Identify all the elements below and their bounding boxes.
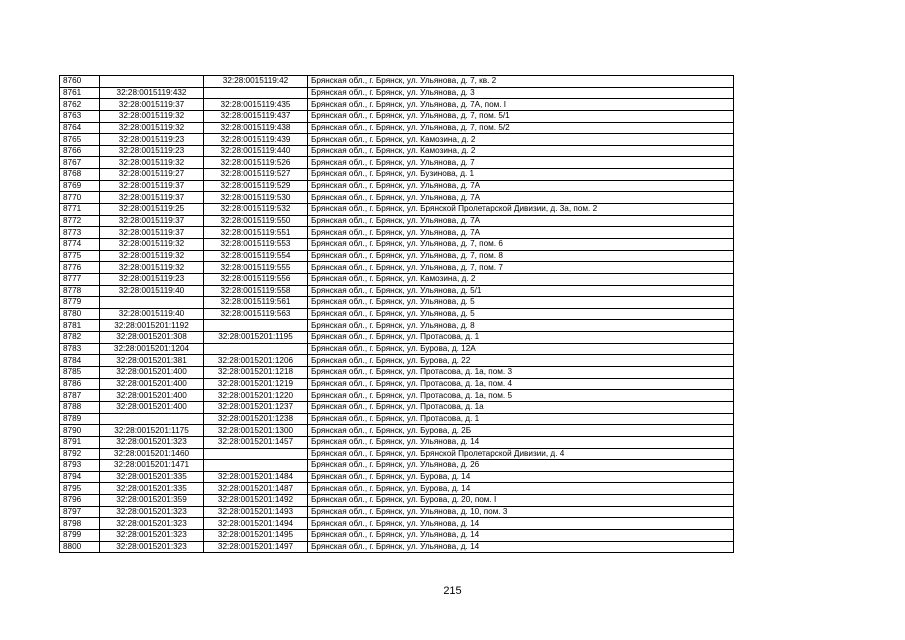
row-number-cell: 8764 (60, 122, 100, 134)
object-cadastral-number-cell: 32:28:0015201:1238 (204, 413, 308, 425)
land-cadastral-number-cell: 32:28:0015119:23 (100, 145, 204, 157)
object-cadastral-number-cell: 32:28:0015119:532 (204, 204, 308, 216)
address-cell: Брянская обл., г. Брянск, ул. Протасова, д. 1а, пом. 3 (308, 367, 734, 379)
row-number-cell: 8796 (60, 495, 100, 507)
land-cadastral-number-cell (100, 413, 204, 425)
row-number-cell: 8774 (60, 238, 100, 250)
object-cadastral-number-cell: 32:28:0015201:1300 (204, 425, 308, 437)
table-row (60, 227, 734, 239)
object-cadastral-number-cell: 32:28:0015119:554 (204, 250, 308, 262)
table-row (60, 413, 734, 425)
row-number-cell: 8761 (60, 87, 100, 99)
row-number-cell: 8797 (60, 506, 100, 518)
object-cadastral-number-cell: 32:28:0015201:1484 (204, 471, 308, 483)
object-cadastral-number-cell: 32:28:0015119:561 (204, 297, 308, 309)
land-cadastral-number-cell: 32:28:0015119:27 (100, 169, 204, 181)
address-cell: Брянская обл., г. Брянск, ул. Ульянова, д. 5 (308, 297, 734, 309)
land-cadastral-number-cell: 32:28:0015119:37 (100, 227, 204, 239)
table-row (60, 460, 734, 472)
object-cadastral-number-cell: 32:28:0015201:1497 (204, 541, 308, 553)
land-cadastral-number-cell: 32:28:0015201:335 (100, 471, 204, 483)
row-number-cell: 8775 (60, 250, 100, 262)
row-number-cell: 8779 (60, 297, 100, 309)
object-cadastral-number-cell: 32:28:0015119:439 (204, 134, 308, 146)
row-number-cell: 8778 (60, 285, 100, 297)
object-cadastral-number-cell (204, 87, 308, 99)
land-cadastral-number-cell: 32:28:0015201:323 (100, 541, 204, 553)
address-cell: Брянская обл., г. Брянск, ул. Ульянова, д. 7А (308, 227, 734, 239)
land-cadastral-number-cell: 32:28:0015201:381 (100, 355, 204, 367)
row-number-cell: 8787 (60, 390, 100, 402)
table-row (60, 495, 734, 507)
address-cell: Брянская обл., г. Брянск, ул. Протасова, д. 1 (308, 332, 734, 344)
row-number-cell: 8772 (60, 215, 100, 227)
row-number-cell: 8789 (60, 413, 100, 425)
row-number-cell: 8792 (60, 448, 100, 460)
object-cadastral-number-cell: 32:28:0015201:1494 (204, 518, 308, 530)
row-number-cell: 8760 (60, 76, 100, 88)
land-cadastral-number-cell: 32:28:0015119:40 (100, 285, 204, 297)
address-cell: Брянская обл., г. Брянск, ул. Ульянова, д. 7, пом. 8 (308, 250, 734, 262)
object-cadastral-number-cell: 32:28:0015119:437 (204, 110, 308, 122)
address-cell: Брянская обл., г. Брянск, ул. Ульянова, д. 7, пом. 6 (308, 238, 734, 250)
object-cadastral-number-cell: 32:28:0015119:558 (204, 285, 308, 297)
table-row (60, 134, 734, 146)
table-row (60, 87, 734, 99)
object-cadastral-number-cell: 32:28:0015119:440 (204, 145, 308, 157)
object-cadastral-number-cell: 32:28:0015119:563 (204, 308, 308, 320)
row-number-cell: 8769 (60, 180, 100, 192)
table-row (60, 204, 734, 216)
address-cell: Брянская обл., г. Брянск, ул. Ульянова, д. 8 (308, 320, 734, 332)
table-row (60, 145, 734, 157)
land-cadastral-number-cell: 32:28:0015119:32 (100, 110, 204, 122)
row-number-cell: 8793 (60, 460, 100, 472)
land-cadastral-number-cell: 32:28:0015201:400 (100, 378, 204, 390)
table-row (60, 401, 734, 413)
address-cell: Брянская обл., г. Брянск, ул. Ульянова, д. 14 (308, 529, 734, 541)
address-cell: Брянская обл., г. Брянск, ул. Ульянова, д. 5 (308, 308, 734, 320)
row-number-cell: 8776 (60, 262, 100, 274)
land-cadastral-number-cell: 32:28:0015201:1204 (100, 343, 204, 355)
land-cadastral-number-cell: 32:28:0015201:400 (100, 390, 204, 402)
address-cell: Брянская обл., г. Брянск, ул. Бурова, д. 22 (308, 355, 734, 367)
address-cell: Брянская обл., г. Брянск, ул. Ульянова, д. 7, пом. 5/1 (308, 110, 734, 122)
address-cell: Брянская обл., г. Брянск, ул. Ульянова, д. 14 (308, 518, 734, 530)
land-cadastral-number-cell: 32:28:0015119:40 (100, 308, 204, 320)
address-cell: Брянская обл., г. Брянск, ул. Ульянова, д. 7А, пом. I (308, 99, 734, 111)
row-number-cell: 8762 (60, 99, 100, 111)
table-row (60, 308, 734, 320)
object-cadastral-number-cell: 32:28:0015201:1195 (204, 332, 308, 344)
table-row (60, 157, 734, 169)
object-cadastral-number-cell: 32:28:0015119:527 (204, 169, 308, 181)
address-cell: Брянская обл., г. Брянск, ул. Бурова, д. 12А (308, 343, 734, 355)
address-cell: Брянская обл., г. Брянск, ул. Ульянова, д. 7, пом. 7 (308, 262, 734, 274)
address-cell: Брянская обл., г. Брянск, ул. Камозина, д. 2 (308, 145, 734, 157)
row-number-cell: 8767 (60, 157, 100, 169)
row-number-cell: 8782 (60, 332, 100, 344)
row-number-cell: 8766 (60, 145, 100, 157)
object-cadastral-number-cell: 32:28:0015119:435 (204, 99, 308, 111)
page-number: 215 (443, 585, 462, 597)
table-row (60, 110, 734, 122)
address-cell: Брянская обл., г. Брянск, ул. Протасова, д. 1 (308, 413, 734, 425)
table-row (60, 76, 734, 88)
table-row (60, 541, 734, 553)
address-cell: Брянская обл., г. Брянск, ул. Ульянова, д. 3 (308, 87, 734, 99)
land-cadastral-number-cell: 32:28:0015119:23 (100, 134, 204, 146)
row-number-cell: 8786 (60, 378, 100, 390)
address-cell: Брянская обл., г. Брянск, ул. Камозина, д. 2 (308, 273, 734, 285)
row-number-cell: 8791 (60, 436, 100, 448)
row-number-cell: 8773 (60, 227, 100, 239)
object-cadastral-number-cell: 32:28:0015201:1495 (204, 529, 308, 541)
row-number-cell: 8763 (60, 110, 100, 122)
row-number-cell: 8795 (60, 483, 100, 495)
land-cadastral-number-cell: 32:28:0015201:400 (100, 367, 204, 379)
land-cadastral-number-cell: 32:28:0015119:32 (100, 250, 204, 262)
table-row (60, 390, 734, 402)
land-cadastral-number-cell: 32:28:0015201:323 (100, 518, 204, 530)
object-cadastral-number-cell: 32:28:0015201:1487 (204, 483, 308, 495)
object-cadastral-number-cell (204, 448, 308, 460)
row-number-cell: 8771 (60, 204, 100, 216)
table-row (60, 238, 734, 250)
land-cadastral-number-cell: 32:28:0015119:32 (100, 238, 204, 250)
address-cell: Брянская обл., г. Брянск, ул. Бурова, д. 14 (308, 471, 734, 483)
table-row (60, 518, 734, 530)
address-cell: Брянская обл., г. Брянск, ул. Ульянова, д. 26 (308, 460, 734, 472)
object-cadastral-number-cell (204, 460, 308, 472)
land-cadastral-number-cell (100, 76, 204, 88)
table-row (60, 215, 734, 227)
object-cadastral-number-cell: 32:28:0015201:1457 (204, 436, 308, 448)
address-cell: Брянская обл., г. Брянск, ул. Ульянова, д. 5/1 (308, 285, 734, 297)
object-cadastral-number-cell (204, 320, 308, 332)
table-row (60, 506, 734, 518)
table-row (60, 99, 734, 111)
land-cadastral-number-cell: 32:28:0015119:25 (100, 204, 204, 216)
land-cadastral-number-cell: 32:28:0015201:323 (100, 506, 204, 518)
land-cadastral-number-cell: 32:28:0015201:359 (100, 495, 204, 507)
address-cell: Брянская обл., г. Брянск, ул. Ульянова, д. 7 (308, 157, 734, 169)
table-row (60, 448, 734, 460)
address-cell: Брянская обл., г. Брянск, ул. Ульянова, д. 10, пом. 3 (308, 506, 734, 518)
row-number-cell: 8770 (60, 192, 100, 204)
land-cadastral-number-cell: 32:28:0015119:23 (100, 273, 204, 285)
row-number-cell: 8765 (60, 134, 100, 146)
row-number-cell: 8788 (60, 401, 100, 413)
table-row (60, 378, 734, 390)
table-row (60, 332, 734, 344)
object-cadastral-number-cell: 32:28:0015119:529 (204, 180, 308, 192)
table-row (60, 180, 734, 192)
object-cadastral-number-cell: 32:28:0015201:1493 (204, 506, 308, 518)
row-number-cell: 8780 (60, 308, 100, 320)
address-cell: Брянская обл., г. Брянск, ул. Бурова, д. 2Б (308, 425, 734, 437)
table-row (60, 122, 734, 134)
row-number-cell: 8800 (60, 541, 100, 553)
object-cadastral-number-cell: 32:28:0015201:1218 (204, 367, 308, 379)
object-cadastral-number-cell (204, 343, 308, 355)
land-cadastral-number-cell: 32:28:0015119:32 (100, 122, 204, 134)
address-cell: Брянская обл., г. Брянск, ул. Брянской Пролетарской Дивизии, д. 4 (308, 448, 734, 460)
object-cadastral-number-cell: 32:28:0015201:1219 (204, 378, 308, 390)
address-cell: Брянская обл., г. Брянск, ул. Бурова, д. 14 (308, 483, 734, 495)
address-cell: Брянская обл., г. Брянск, ул. Бузинова, д. 1 (308, 169, 734, 181)
land-cadastral-number-cell: 32:28:0015119:37 (100, 215, 204, 227)
land-cadastral-number-cell: 32:28:0015201:335 (100, 483, 204, 495)
table-row (60, 471, 734, 483)
land-cadastral-number-cell (100, 297, 204, 309)
land-cadastral-number-cell: 32:28:0015201:323 (100, 436, 204, 448)
object-cadastral-number-cell: 32:28:0015119:553 (204, 238, 308, 250)
row-number-cell: 8794 (60, 471, 100, 483)
object-cadastral-number-cell: 32:28:0015119:550 (204, 215, 308, 227)
row-number-cell: 8799 (60, 529, 100, 541)
table-row (60, 192, 734, 204)
land-cadastral-number-cell: 32:28:0015119:32 (100, 157, 204, 169)
address-cell: Брянская обл., г. Брянск, ул. Камозина, д. 2 (308, 134, 734, 146)
row-number-cell: 8783 (60, 343, 100, 355)
table-row (60, 320, 734, 332)
table-row (60, 273, 734, 285)
object-cadastral-number-cell: 32:28:0015201:1492 (204, 495, 308, 507)
object-cadastral-number-cell: 32:28:0015201:1237 (204, 401, 308, 413)
address-cell: Брянская обл., г. Брянск, ул. Ульянова, д. 7, пом. 5/2 (308, 122, 734, 134)
object-cadastral-number-cell: 32:28:0015119:556 (204, 273, 308, 285)
object-cadastral-number-cell: 32:28:0015201:1206 (204, 355, 308, 367)
address-cell: Брянская обл., г. Брянск, ул. Протасова, д. 1а, пом. 4 (308, 378, 734, 390)
table-row (60, 436, 734, 448)
table-row (60, 285, 734, 297)
address-cell: Брянская обл., г. Брянск, ул. Ульянова, д. 14 (308, 541, 734, 553)
object-cadastral-number-cell: 32:28:0015119:438 (204, 122, 308, 134)
object-cadastral-number-cell: 32:28:0015119:42 (204, 76, 308, 88)
land-cadastral-number-cell: 32:28:0015119:37 (100, 180, 204, 192)
land-cadastral-number-cell: 32:28:0015201:1460 (100, 448, 204, 460)
row-number-cell: 8777 (60, 273, 100, 285)
object-cadastral-number-cell: 32:28:0015119:526 (204, 157, 308, 169)
address-cell: Брянская обл., г. Брянск, ул. Протасова, д. 1а (308, 401, 734, 413)
object-cadastral-number-cell: 32:28:0015119:530 (204, 192, 308, 204)
object-cadastral-number-cell: 32:28:0015119:555 (204, 262, 308, 274)
address-cell: Брянская обл., г. Брянск, ул. Ульянова, д. 7, кв. 2 (308, 76, 734, 88)
land-cadastral-number-cell: 32:28:0015201:308 (100, 332, 204, 344)
table-row (60, 262, 734, 274)
table-row (60, 483, 734, 495)
address-cell: Брянская обл., г. Брянск, ул. Брянской Пролетарской Дивизии, д. 3а, пом. 2 (308, 204, 734, 216)
row-number-cell: 8784 (60, 355, 100, 367)
table-row (60, 297, 734, 309)
table-row (60, 343, 734, 355)
address-cell: Брянская обл., г. Брянск, ул. Ульянова, д. 7А (308, 180, 734, 192)
row-number-cell: 8785 (60, 367, 100, 379)
address-cell: Брянская обл., г. Брянск, ул. Протасова, д. 1а, пом. 5 (308, 390, 734, 402)
cadastre-table-body (60, 76, 734, 553)
address-cell: Брянская обл., г. Брянск, ул. Ульянова, д. 7А (308, 215, 734, 227)
land-cadastral-number-cell: 32:28:0015119:37 (100, 192, 204, 204)
object-cadastral-number-cell: 32:28:0015201:1220 (204, 390, 308, 402)
address-cell: Брянская обл., г. Брянск, ул. Бурова, д. 20, пом. I (308, 495, 734, 507)
table-row (60, 425, 734, 437)
row-number-cell: 8798 (60, 518, 100, 530)
land-cadastral-number-cell: 32:28:0015201:1192 (100, 320, 204, 332)
land-cadastral-number-cell: 32:28:0015119:37 (100, 99, 204, 111)
land-cadastral-number-cell: 32:28:0015201:323 (100, 529, 204, 541)
cadastre-table (59, 75, 734, 553)
table-row (60, 355, 734, 367)
table-row (60, 250, 734, 262)
land-cadastral-number-cell: 32:28:0015201:400 (100, 401, 204, 413)
land-cadastral-number-cell: 32:28:0015201:1175 (100, 425, 204, 437)
row-number-cell: 8768 (60, 169, 100, 181)
land-cadastral-number-cell: 32:28:0015119:32 (100, 262, 204, 274)
table-row (60, 529, 734, 541)
table-row (60, 367, 734, 379)
row-number-cell: 8781 (60, 320, 100, 332)
land-cadastral-number-cell: 32:28:0015119:432 (100, 87, 204, 99)
address-cell: Брянская обл., г. Брянск, ул. Ульянова, д. 14 (308, 436, 734, 448)
object-cadastral-number-cell: 32:28:0015119:551 (204, 227, 308, 239)
address-cell: Брянская обл., г. Брянск, ул. Ульянова, д. 7А (308, 192, 734, 204)
row-number-cell: 8790 (60, 425, 100, 437)
table-row (60, 169, 734, 181)
land-cadastral-number-cell: 32:28:0015201:1471 (100, 460, 204, 472)
